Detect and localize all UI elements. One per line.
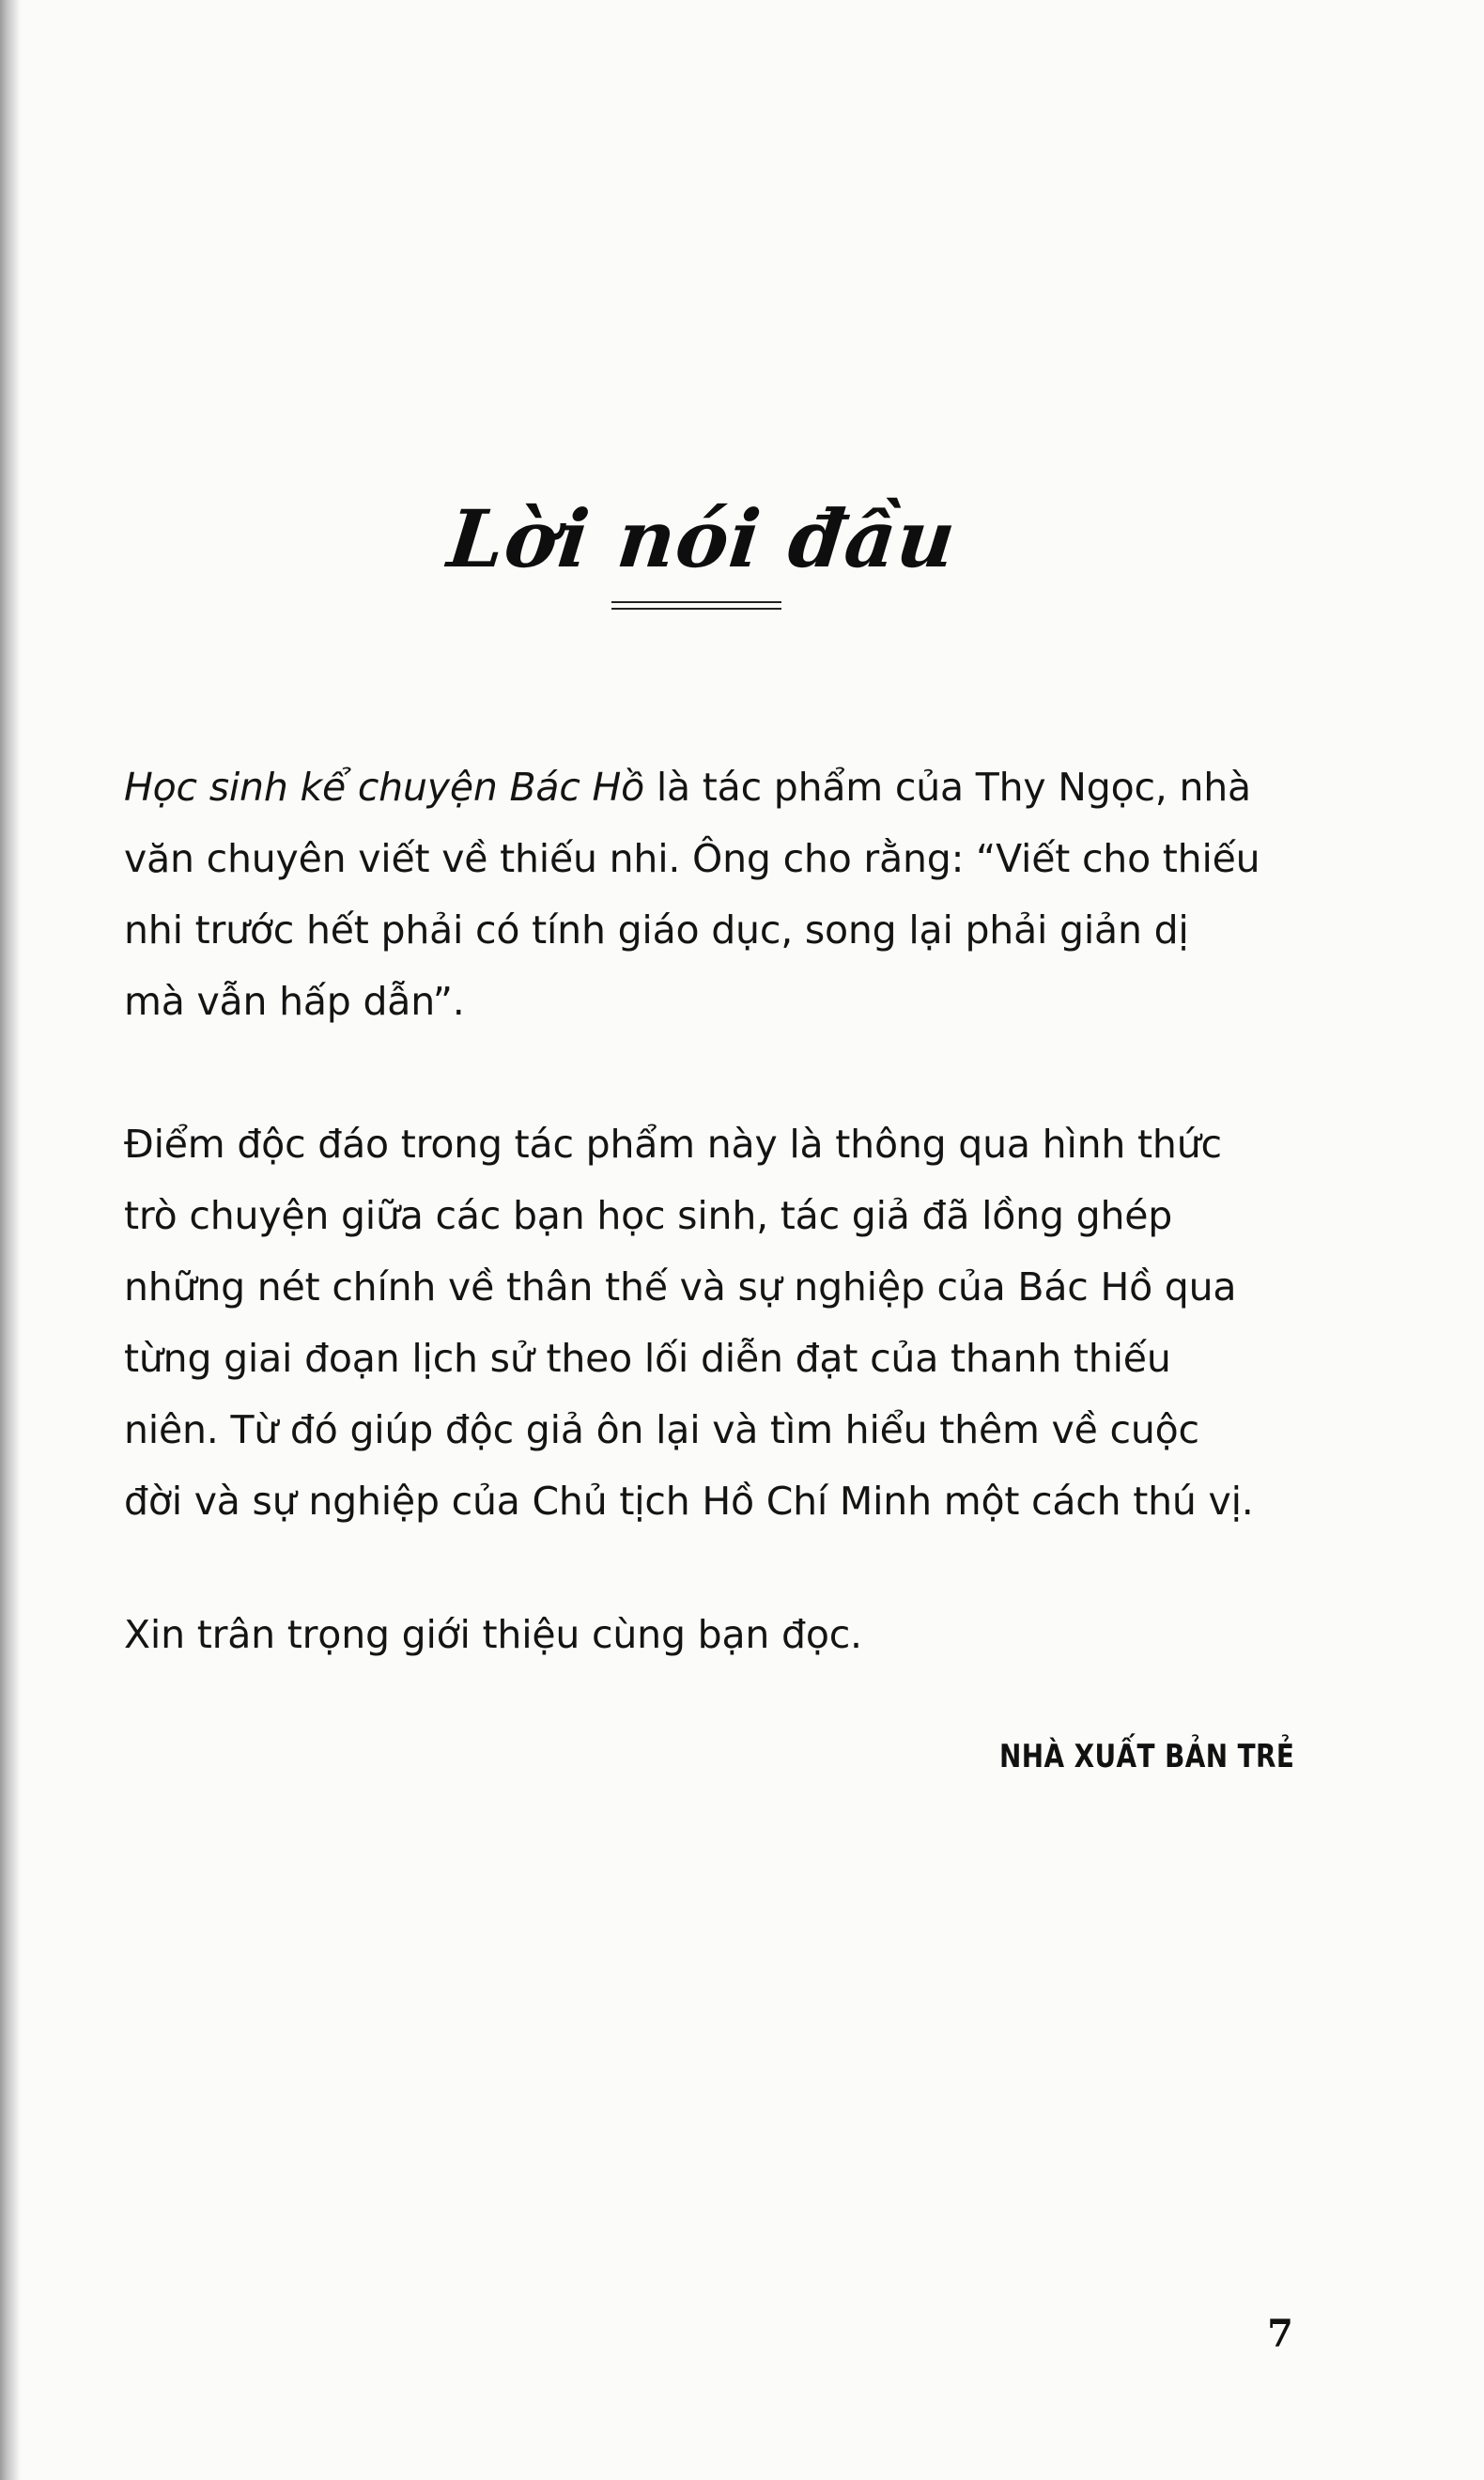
paragraph-line: từng giai đoạn lịch sử theo lối diễn đạt của thanh thiếu	[124, 1336, 1171, 1381]
paragraph-closing	[124, 1599, 1303, 1670]
page-binding-shadow	[0, 0, 21, 2480]
paragraph-line: nhi trước hết phải có tính giáo dục, song lại phải giản dị	[124, 907, 1189, 953]
paragraph-line	[124, 752, 1303, 823]
title-double-rule	[611, 601, 781, 610]
paragraph-line: niên. Từ đó giúp độc giả ôn lại và tìm hiểu thêm về cuộc	[124, 1407, 1199, 1452]
page-title: Lời nói đầu	[443, 492, 961, 586]
publisher-signature: NHÀ XUẤT BẢN TRẺ	[998, 1738, 1294, 1775]
book-title: Học sinh kể chuyện Bác Hồ	[124, 765, 645, 810]
paragraph-line: văn chuyên viết về thiếu nhi. Ông cho rằng: “Viết cho thiếu	[124, 836, 1260, 881]
paragraph-line: đời và sự nghiệp của Chủ tịch Hồ Chí Minh một cách thú vị.	[124, 1479, 1254, 1524]
paragraph-line: mà vẫn hấp dẫn”.	[124, 979, 465, 1024]
paragraph-line: những nét chính về thân thế và sự nghiệp của Bác Hồ qua	[124, 1264, 1237, 1310]
paragraph-highlight	[124, 1108, 1303, 1537]
paragraph-line: Xin trân trọng giới thiệu cùng bạn đọc.	[124, 1612, 862, 1657]
paragraph-line: trò chuyện giữa các bạn học sinh, tác giả đã lồng ghép	[124, 1193, 1173, 1238]
paragraph-line: Điểm độc đáo trong tác phẩm này là thông qua hình thức	[124, 1122, 1222, 1167]
paragraph-intro	[124, 752, 1303, 1037]
page-number: 7	[1267, 2312, 1293, 2356]
paragraph-line-text: là tác phẩm của Thy Ngọc, nhà	[644, 765, 1251, 810]
